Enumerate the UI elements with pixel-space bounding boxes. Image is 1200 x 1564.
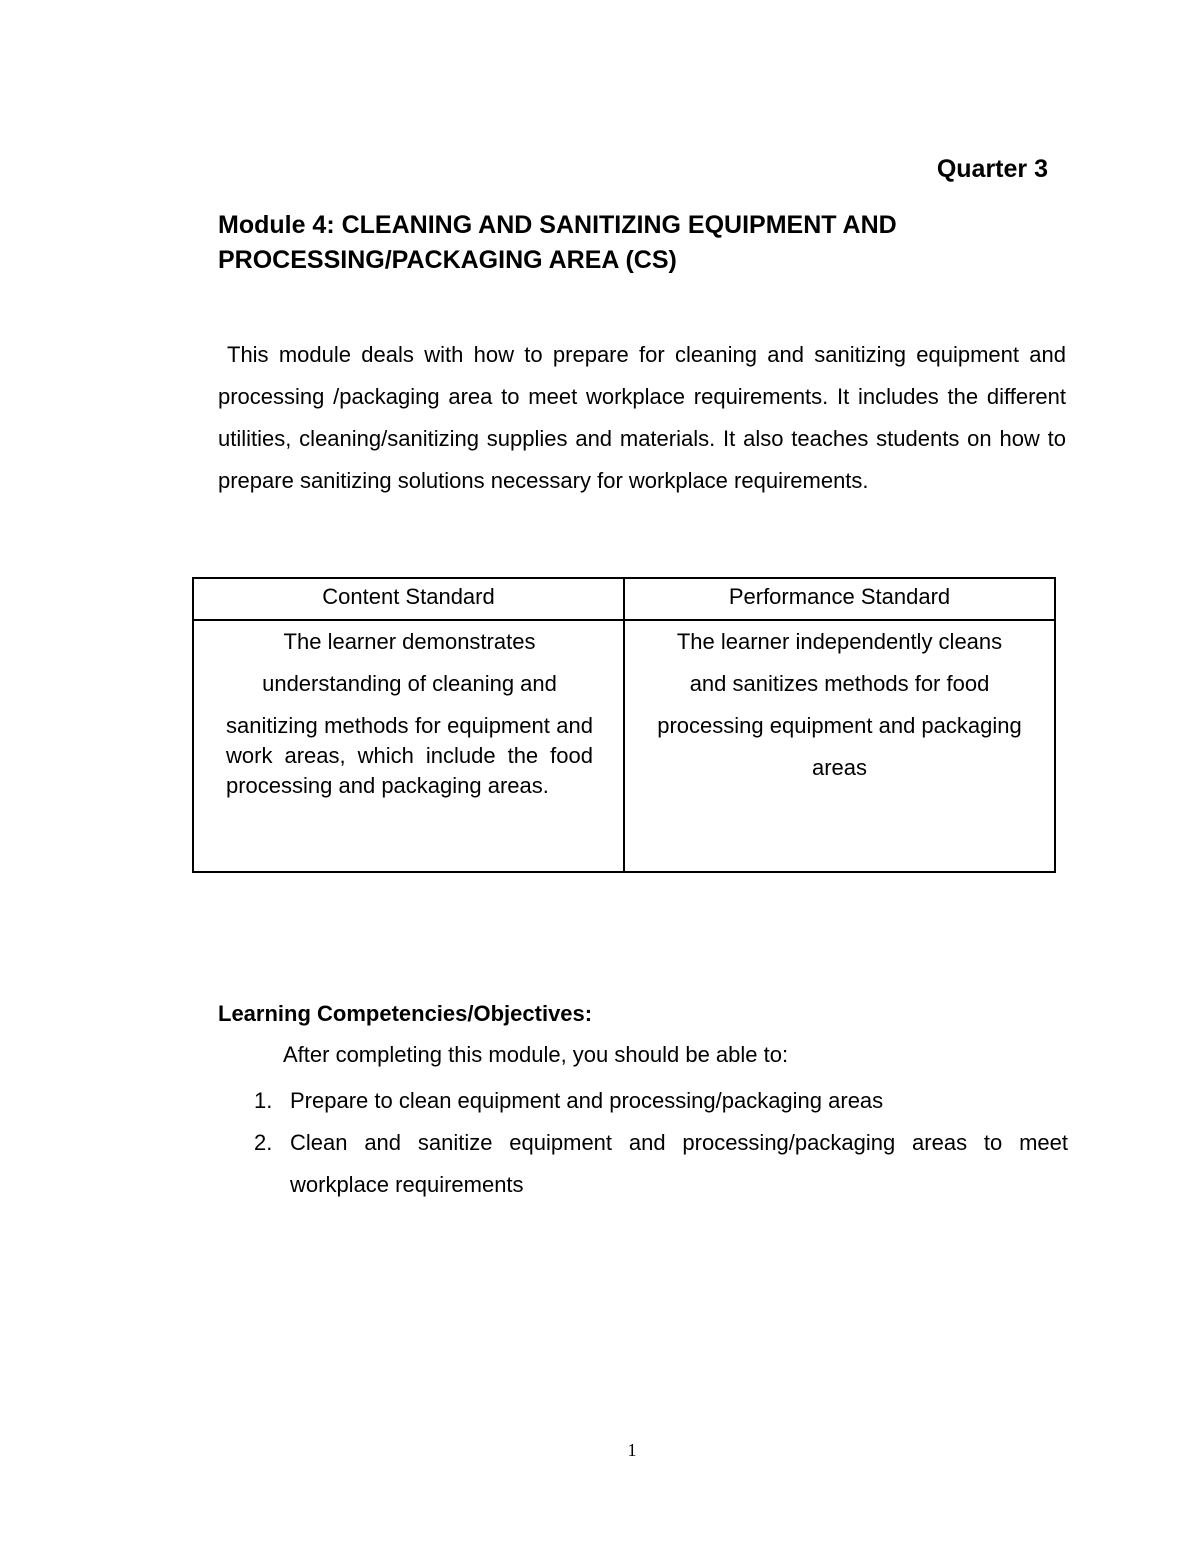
performance-standard-line-2: and sanitizes methods for food (689, 671, 990, 696)
standards-table (192, 577, 1056, 873)
performance-standard-cell (624, 620, 1055, 872)
objective-item (218, 1122, 1068, 1206)
performance-standard-header: Performance Standard (624, 578, 1055, 620)
objective-number: 1. (254, 1088, 273, 1113)
objective-number: 2. (254, 1130, 273, 1155)
learning-competencies-intro: After completing this module, you should be able to: (283, 1042, 789, 1067)
content-standard-cell (193, 620, 624, 872)
objective-text: Clean and sanitize equipment and processing/packaging areas to meet workplace requirements (290, 1130, 1068, 1197)
objective-text: Prepare to clean equipment and processing/packaging areas (290, 1088, 884, 1113)
module-title-line-1: Module 4: CLEANING AND SANITIZING EQUIPMENT AND (218, 211, 897, 239)
standards-body-row (193, 620, 1055, 872)
module-intro-paragraph: This module deals with how to prepare for cleaning and sanitizing equipment and processing /packaging area to meet workplace requirements. It includes the different utilities, cleaning/sanitizing supplies and materials. It also teaches students on how to prepare sanitizing solutions necessary for workplace requirements. (218, 342, 1066, 493)
quarter-label: Quarter 3 (936, 155, 1048, 183)
content-standard-line-1: The learner demonstrates (283, 629, 536, 654)
standards-header-row (193, 578, 1055, 620)
performance-standard-line-1: The learner independently cleans (676, 629, 1003, 654)
objectives-list (218, 1080, 1068, 1206)
performance-standard-line-3: processing equipment and packaging (657, 713, 1022, 738)
learning-competencies-heading: Learning Competencies/Objectives: (218, 1001, 593, 1026)
module-title-line-2: PROCESSING/PACKAGING AREA (CS) (218, 246, 677, 274)
page-number: 1 (627, 1440, 637, 1460)
content-standard-rest: sanitizing methods for equipment and work areas, which include the food processing and packaging areas. (226, 713, 593, 798)
content-standard-line-2: understanding of cleaning and (262, 671, 557, 696)
module-title (218, 208, 1018, 278)
content-standard-header: Content Standard (193, 578, 624, 620)
performance-standard-line-4: areas (811, 755, 868, 780)
objective-item (218, 1080, 1068, 1122)
